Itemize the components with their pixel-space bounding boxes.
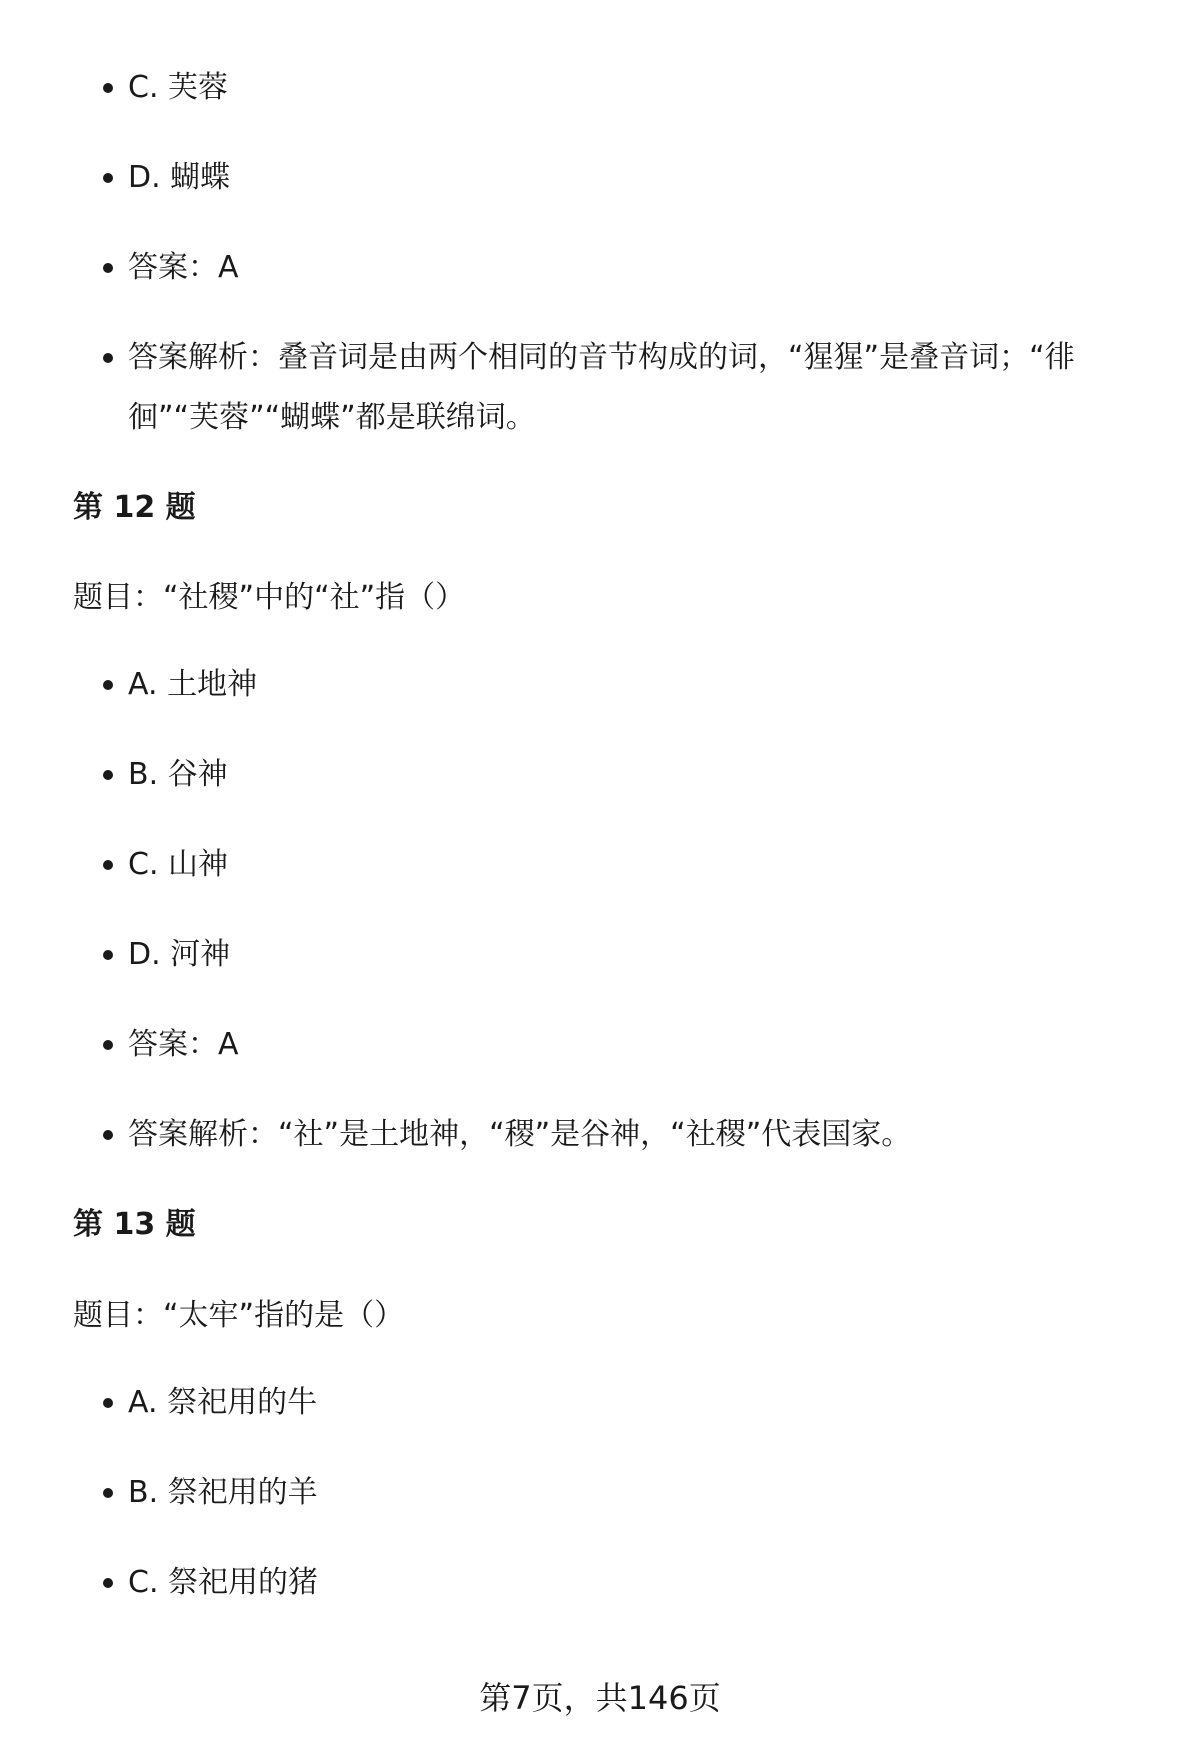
q12-option-c: C. 山神 (128, 835, 1118, 895)
q12-option-d: D. 河神 (128, 925, 1118, 985)
q13-option-a: A. 祭祀用的牛 (128, 1373, 1118, 1433)
q11-answer: 答案：A (128, 238, 1118, 298)
q12-stem: 题目：“社稷”中的“社”指（） (73, 580, 466, 615)
q12-answer: 答案：A (128, 1015, 1118, 1075)
q13-stem: 题目：“太牢”指的是（） (73, 1298, 405, 1333)
q13-heading: 第 13 题 (73, 1207, 196, 1242)
q13-option-b: B. 祭祀用的羊 (128, 1463, 1118, 1523)
q12-heading: 第 12 题 (73, 490, 196, 525)
q12-option-a: A. 土地神 (128, 655, 1118, 715)
q11-option-c: C. 芙蓉 (128, 58, 1118, 118)
q11-analysis: 答案解析：叠音词是由两个相同的音节构成的词，“猩猩”是叠音词；“徘徊”“芙蓉”“蝴蝶”都是联绵词。 (128, 328, 1118, 448)
q11-option-d: D. 蝴蝶 (128, 148, 1118, 208)
q12-analysis: 答案解析：“社”是土地神，“稷”是谷神，“社稷”代表国家。 (128, 1105, 1118, 1165)
q12-option-b: B. 谷神 (128, 745, 1118, 805)
page-footer: 第7页，共146页 (479, 1679, 721, 1717)
q13-option-c: C. 祭祀用的猪 (128, 1553, 1118, 1613)
